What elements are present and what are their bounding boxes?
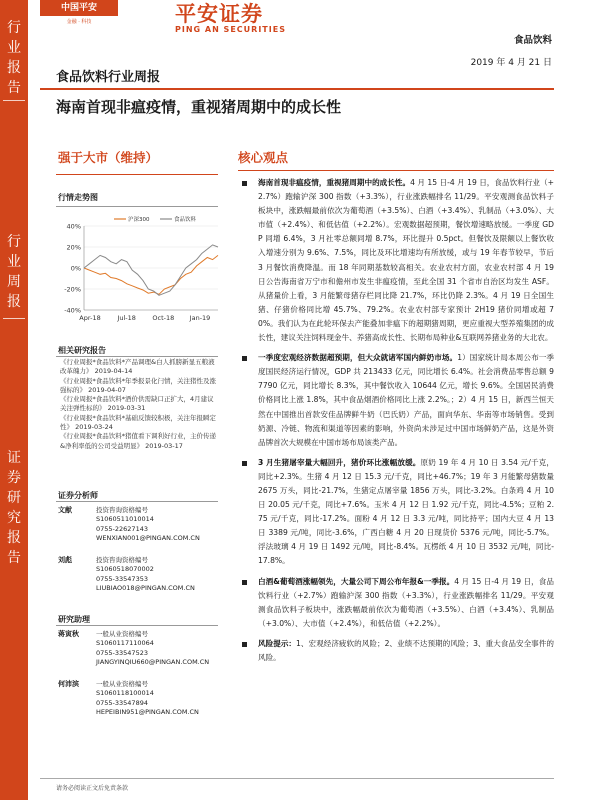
core-view-item (238, 575, 554, 631)
footer-divider (40, 778, 554, 779)
bullet-square-icon (242, 181, 247, 186)
analysts-title: 证券分析师 (58, 491, 98, 500)
assistant-name: 何沛滨 (58, 680, 79, 688)
core-view-body: 4 月 15 日-4 月 19 日，食品饮料行业（+2.7%）跑输沪深 300 指数（+3.3%），行业涨跌幅排名 11/29。平安观测食品饮料子板块中，涨跌幅最前依次为葡萄酒（+3.5%）、白酒（+3.4%）、乳制品（+3.0%）、大市值（+2.4%），和低估值（+2.2%）。 (258, 576, 554, 628)
section-divider (56, 356, 218, 357)
analyst-name: 文献 (58, 506, 72, 514)
core-views-list (238, 176, 554, 665)
x-tick-label: Oct-18 (152, 314, 175, 322)
analyst-role: 投资咨询资格编号 (96, 506, 148, 514)
core-view-item (238, 351, 554, 450)
core-view-body: 1、宏观经济疲软的风险；2、业绩不达预期的风险；3、重大食品安全事件的风险。 (258, 638, 554, 662)
assistant-email[interactable]: JIANGYINQIU660@PINGAN.COM.CN (96, 657, 210, 666)
brand-name: 平安证券 (175, 2, 263, 26)
core-view-heading: 3 月生猪屠宰量大幅回升，猪价环比涨幅放缓。 (258, 457, 421, 467)
series-line (84, 245, 218, 295)
bullet-square-icon (242, 642, 247, 647)
analyst-phone: 0755-33547353 (96, 574, 148, 583)
report-type: 食品饮料行业周报 (56, 70, 161, 85)
related-report-item[interactable]: 《行业周报*食品饮料*年季报景化闩情，关注猪性及涨强标的》 2019-04-07 (60, 376, 216, 394)
section-divider (56, 206, 218, 207)
trend-chart-title: 行情走势图 (58, 193, 98, 202)
report-category: 食品饮料 (513, 35, 552, 46)
core-view-heading: 白酒&葡萄酒涨幅领先，大量公司下周公布年报&一季报。 (258, 576, 455, 586)
assistant-info (96, 680, 226, 717)
report-date: 2019 年 4 月 21 日 (470, 58, 552, 68)
brand-name-en: PING AN SECURITIES (175, 25, 286, 34)
x-tick-label: Jul-18 (117, 314, 136, 322)
analyst-cert: S1060511010014 (96, 515, 154, 524)
logo-slogan: 金融 · 科技 (66, 19, 92, 25)
core-view-heading: 风险提示： (258, 638, 297, 648)
analyst-email[interactable]: LIUBIAO018@PINGAN.COM.CN (96, 583, 195, 592)
related-report-item[interactable]: 《行业周报*食品饮料*猪值看下调利好行业，主价传递&净利率低的公司受益明显》 2019-03-17 (60, 432, 216, 450)
side-band (0, 0, 28, 800)
y-tick-label: 20% (66, 243, 81, 252)
y-tick-label: -20% (64, 285, 81, 294)
assistant-cert: S1060118100014 (96, 689, 154, 698)
side-tag-report: 行 业 报 告 (7, 20, 21, 96)
related-report-item[interactable]: 《行业周报*食品饮料*酒价供需缺口正扩大，4月建议关注弹性标的》 2019-03-31 (60, 395, 214, 413)
rating: 强于大市（维持） (58, 150, 159, 165)
related-reports-title: 相关研究报告 (58, 346, 106, 355)
disclaimer-note: 请务必阅读正文后免责条款 (56, 785, 129, 792)
assistant-role: 一般从业资格编号 (96, 680, 148, 688)
analyst-role: 投资咨询资格编号 (96, 556, 148, 564)
core-view-body: 原奶 19 年 4 月 10 日 3.54 元/千克，同比+2.3%。生猪 4 月 12 日 15.3 元/千克，同比+46.7%；19 年 3 月能繁母猪数量 2675 万头，同比-21.7%，生猪定点屠宰量 1856 万头，同比-3.2%。白条鸡 4 月 10 日 20.05 元/千克，同比+7.6%。玉米 4 月 12 日 1.92 元/千克，同比-4.5%；豆粕 2.75 元/千克，同比-17.2%。面粉 4 月 12 日 3.3 元/吨，同比持平；国内大豆 4 月 13 日 3389 元/吨，同比-3.6%，广西白糖 4 月 20 日现货价 5376 元/吨，同比-5.7%。浮法玻璃 4 月 19 日 1492 元/吨，同比-8.4%。瓦楞纸 4 月 10 日 3532 元/吨，同比-17.8%。 (258, 457, 554, 566)
section-divider (56, 501, 218, 502)
bullet-square-icon (242, 356, 247, 361)
assistant-name: 蒋寅秋 (58, 630, 79, 638)
core-view-item (238, 637, 554, 665)
side-tag-weekly: 行 业 周 报 (7, 234, 21, 310)
page-title: 海南首现非瘟疫情，重视猪周期中的成长性 (56, 98, 342, 116)
bullet-square-icon (242, 580, 247, 585)
assistant-phone: 0755-33547894 (96, 698, 148, 707)
analyst-phone: 0755-22627143 (96, 524, 148, 533)
core-view-heading: 海南首现非瘟疫情，重视猪周期中的成长性。 (258, 178, 411, 187)
analyst-info (96, 506, 226, 543)
core-view-body: 4 月 15 日-4 月 19 日，食品饮料行业（+2.7%）跑输沪深 300 指数（+3.3%），行业涨跌幅排名 11/29。平安观测食品饮料子板块中，涨跌幅最前依次为葡萄酒（+3.5%）、白酒（+3.4%）、乳制品（+3.0%）、大市值（+2.4%）、和低估值（+2.2%）。宏观数据超预期，餐饮增速略放缓。一季度 GDP 同增 6.4%，3 月社零总额同增 8.7%，环比提升 0.5pct。但餐饮及限额以上餐饮收入增速分别为 9.6%、7.5%，同比及环比增速均有所放缓，或与 19 年春节较早，节后 3 月餐饮消费降温。而 18 年同期基数较高相关。农业农村方面，农业农村部 4 月 19 日公告海南省万宁市和儋州市发生非瘟疫情，至此全国 31 个省市自治区均发生 ASF。从猪量价上看，3 月能繁母猪存栏同比降 21.7%，环比仍降 2.3%。4 月 19 日全国生猪、仔猪价格同比增 45.7%、79.2%。农业农村部专家预计 2H19 猪价同增或超 70%。我们认为在此轮环保去产能叠加非瘟下的超期猪周期，更应重视大型养殖集团的成长性，建议关注饲料现金牛、养猪高成长性、长期布局种业&互联网养猪业务的大北农。 (258, 178, 555, 343)
core-view-item (238, 456, 554, 569)
assistants-title: 研究助理 (58, 615, 90, 624)
series-line (84, 255, 218, 294)
side-divider (3, 318, 25, 319)
related-report-item[interactable]: 《行业周报*食品饮料*产品调理&白人抓膀新显五粮液改革魄力》 2019-04-14 (60, 358, 215, 376)
market-trend-chart (56, 212, 226, 332)
analyst-cert: S1060518070002 (96, 565, 154, 574)
core-view-item (238, 176, 554, 345)
rating-divider (56, 174, 218, 175)
core-view-body: 1）国家统计局本周公布一季度国民经济运行情况，GDP 共 213433 亿元，同比增长 6.4%。社会消费品零售总额 97790 亿元，同比增长 8.3%，其中餐饮收入 10644 亿元，增长 9.6%。全国居民消费价格同比上涨 1.8%，其中食品烟酒价格同比上涨 2.2%。；2）4 月 15 日，新西兰恒天然在中国推出首款安佳品牌鲜牛奶（巴氏奶）产品，面向华东、华南等市场销售。受到奶源、冷链、物流和渠道等因素的影响，外资尚未涉足过中国市场鲜奶产品，这是外资品牌首次大规模在中国市场布局该类产品。 (258, 353, 554, 447)
analyst-email[interactable]: WENXIAN001@PINGAN.COM.CN (96, 533, 200, 542)
related-reports-list (60, 358, 220, 451)
assistant-email[interactable]: HEPEIBIN951@PINGAN.COM.CN (96, 707, 199, 716)
ping-an-logo: 中国平安 (40, 0, 118, 16)
side-tag-research: 证 券 研 究 报 告 (7, 450, 21, 566)
x-tick-label: Jan-19 (189, 314, 211, 322)
core-view-heading: 一季度宏观经济数据超预期，但大众就诸军国内鲜奶市场。 (258, 353, 458, 363)
x-tick-label: Apr-18 (79, 314, 101, 322)
legend-label: 食品饮料 (174, 217, 197, 223)
y-tick-label: 0% (70, 264, 81, 273)
bullet-square-icon (242, 461, 247, 466)
trend-chart-svg (56, 212, 226, 332)
y-tick-label: 40% (66, 222, 81, 231)
core-views-divider (238, 170, 554, 171)
assistant-info (96, 630, 226, 667)
section-divider (56, 625, 218, 626)
analyst-name: 刘彪 (58, 556, 72, 564)
legend-label: 沪深300 (128, 217, 150, 223)
y-tick-label: -40% (64, 306, 81, 315)
analyst-info (96, 556, 226, 593)
core-views-title: 核心观点 (238, 150, 289, 165)
related-report-item[interactable]: 《行业周报*食品饮料*基础反馈较积极，关注年报瞬定性》 2019-03-24 (60, 413, 216, 432)
header-divider (40, 88, 554, 90)
assistant-role: 一般从业资格编号 (96, 630, 148, 638)
assistant-phone: 0755-33547523 (96, 648, 148, 657)
side-divider (3, 100, 25, 101)
assistant-cert: S1060117110064 (96, 639, 154, 648)
